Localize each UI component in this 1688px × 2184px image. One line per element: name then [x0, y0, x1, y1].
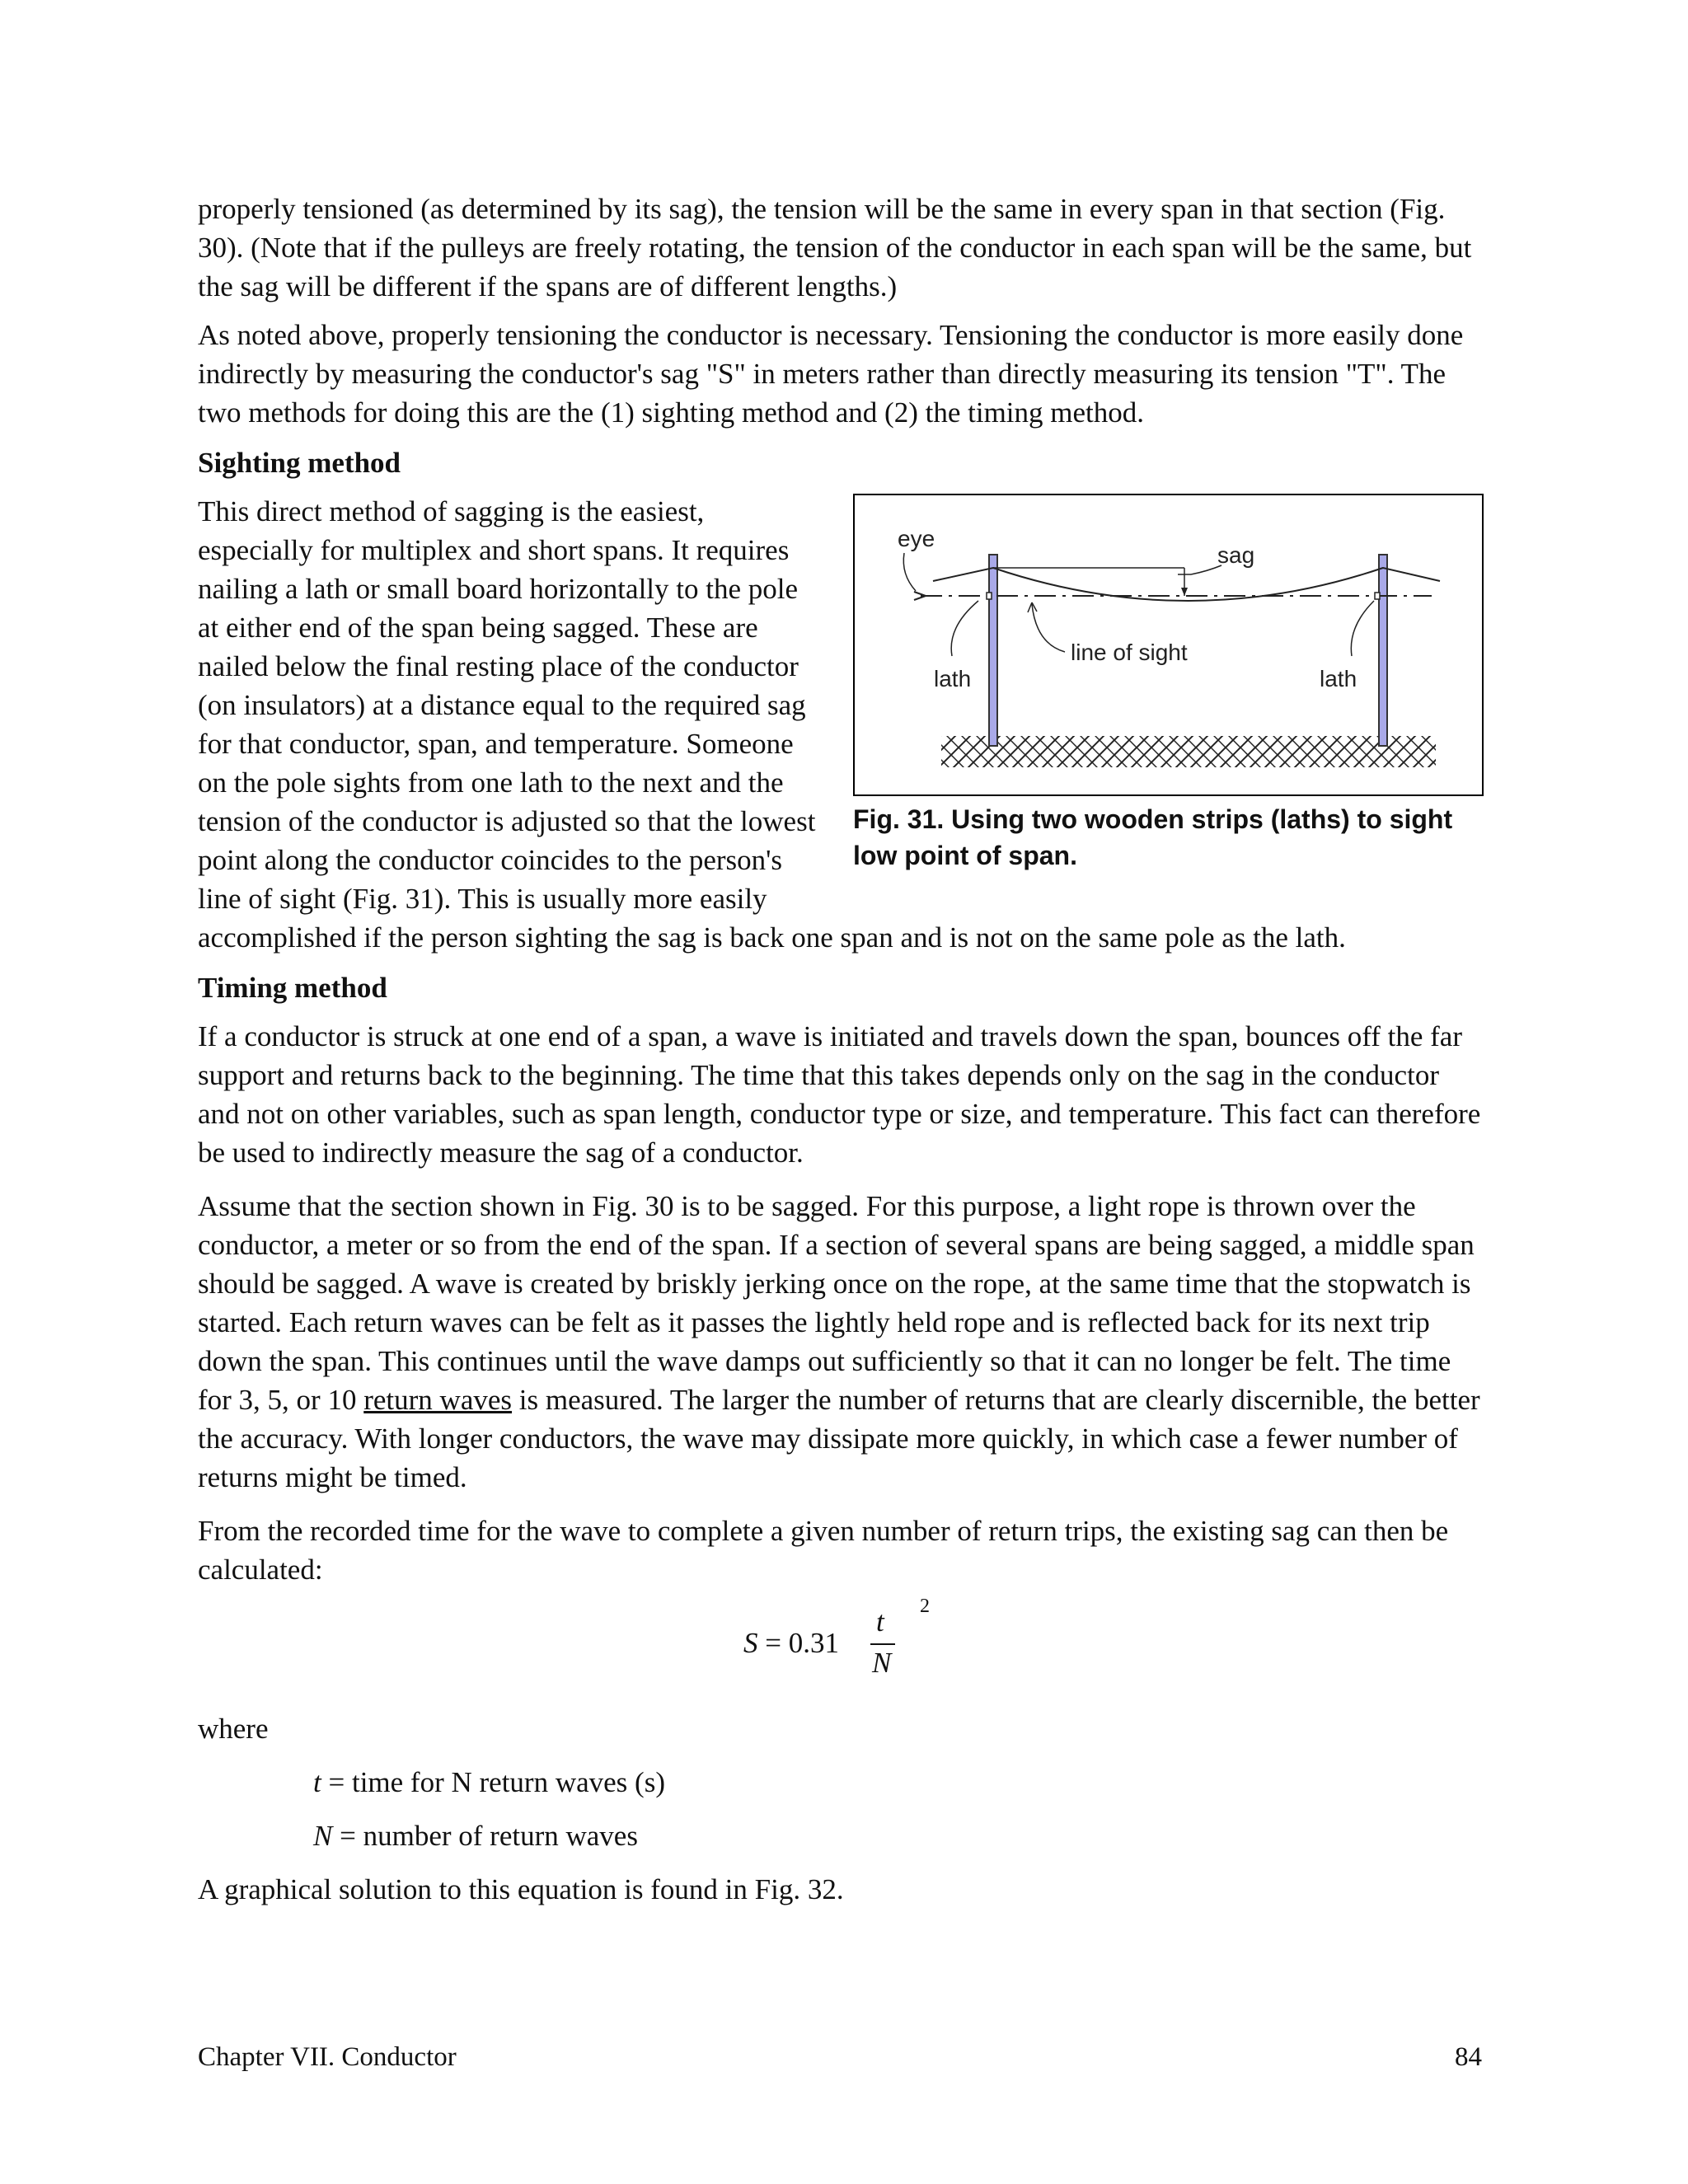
footer-chapter: Chapter VII. Conductor	[198, 2042, 457, 2072]
figure-31	[853, 494, 1484, 874]
label-sag: sag	[1217, 542, 1255, 568]
definition-t-text: = time for N return waves (s)	[321, 1766, 665, 1798]
footer-page-number: 84	[1455, 2042, 1482, 2072]
eye-leader	[903, 553, 916, 591]
paragraph-wave: If a conductor is struck at one end of a span, a wave is initiated and travels down the span, bounces off the far support and returns back to the beginning. The time that this takes depends only on the sag in the conductor and not on other variables, such as span length, conductor type or size, and temperature. This fact can therefore be used to indirectly measure the sag of a conductor.	[198, 1020, 1481, 1169]
definition-N	[313, 1816, 1484, 1855]
label-lath-right: lath	[1320, 666, 1357, 691]
left-lath	[987, 593, 992, 599]
figure-31-diagram	[853, 494, 1484, 796]
label-lath-left: lath	[934, 666, 972, 691]
paragraph-calculation: From the recorded time for the wave to complete a given number of return trips, the existing sag can then be calculated:	[198, 1515, 1449, 1586]
equation-lhs: S = 0.31	[743, 1627, 839, 1659]
symbol-N: N	[313, 1820, 333, 1852]
sag-diagram-svg	[855, 495, 1482, 794]
right-lath	[1375, 593, 1380, 599]
definition-N-text: = number of return waves	[332, 1820, 638, 1852]
equation-fraction-bar	[870, 1643, 895, 1645]
return-waves-underlined: return waves	[363, 1384, 513, 1416]
symbol-t: t	[313, 1766, 321, 1798]
equation-denominator: N	[872, 1647, 892, 1679]
left-pole	[989, 555, 997, 746]
ground-hatch	[941, 736, 1436, 767]
paragraph-sighting: This direct method of sagging is the easiest, especially for multiplex and short spans. It requires nailing a lath or small board horizontally to the pole at either end of the span being sagged. These are nailed below the final resting place of the conductor (on insulators) at a distance equal to the required sag for that conductor, span, and temperature. Someone on the pole sights from one lath to the next and the tension of the conductor is adjusted so that the lowest point along the conductor coincides to the person's line of sight (Fig. 31). This is usually more easily accomplished if the person sighting the sag is back one span and is not on the same pole as the lath.	[198, 495, 1346, 954]
heading-sighting-method: Sighting method	[198, 447, 401, 479]
heading-timing-method: Timing method	[198, 972, 387, 1004]
definition-t	[313, 1763, 1484, 1802]
equation-exponent: 2	[920, 1596, 930, 1617]
right-lath-leader	[1351, 601, 1374, 656]
paragraph-procedure	[198, 1187, 1484, 1497]
equation-numerator: t	[876, 1605, 884, 1638]
page-content	[198, 190, 1484, 1909]
paragraph-tension: properly tensioned (as determined by its sag), the tension will be the same in every span in that section (Fig. 30). (Note that if the pulleys are freely rotating, the tension of the conductor in each span will be the same, but the sag will be different if the spans are of different lengths.)	[198, 193, 1472, 302]
sag-arrowhead	[1181, 588, 1188, 596]
sag-equation	[198, 1596, 1484, 1694]
procedure-text-b: is measured. The larger the number of returns that are clearly discernible, the better the accuracy. With longer conductors, the wave may dissipate more quickly, in which case a fewer number of returns might be timed.	[198, 1384, 1480, 1493]
paragraph-graphical-solution: A graphical solution to this equation is found in Fig. 32.	[198, 1873, 844, 1905]
procedure-text-a: Assume that the section shown in Fig. 30 is to be sagged. For this purpose, a light rope is thrown over the conductor, a meter or so from the end of the span. If a section of several spans are being sagged, a middle span should be sagged. A wave is created by briskly jerking once on the rope, at the same time that the stopwatch is started. Each return waves can be felt as it passes the lightly held rope and is reflected back for its next trip down the span. This continues until the wave damps out sufficiently so that it can no longer be felt. The time for 3, 5, or 10	[198, 1190, 1475, 1416]
label-line-of-sight: line of sight	[1071, 640, 1188, 665]
where-label: where	[198, 1713, 269, 1745]
figure-31-caption: Fig. 31. Using two wooden strips (laths) to sight low point of span.	[853, 804, 1453, 870]
label-eye: eye	[898, 526, 935, 551]
left-lath-leader	[951, 601, 978, 656]
right-pole	[1379, 555, 1387, 746]
paragraph-methods: As noted above, properly tensioning the conductor is necessary. Tensioning the conductor is more easily done indirectly by measuring the conductor's sag "S" in meters rather than directly measuring its tension "T". The two methods for doing this are the (1) sighting method and (2) the timing method.	[198, 319, 1464, 429]
eye-marker	[914, 592, 926, 600]
